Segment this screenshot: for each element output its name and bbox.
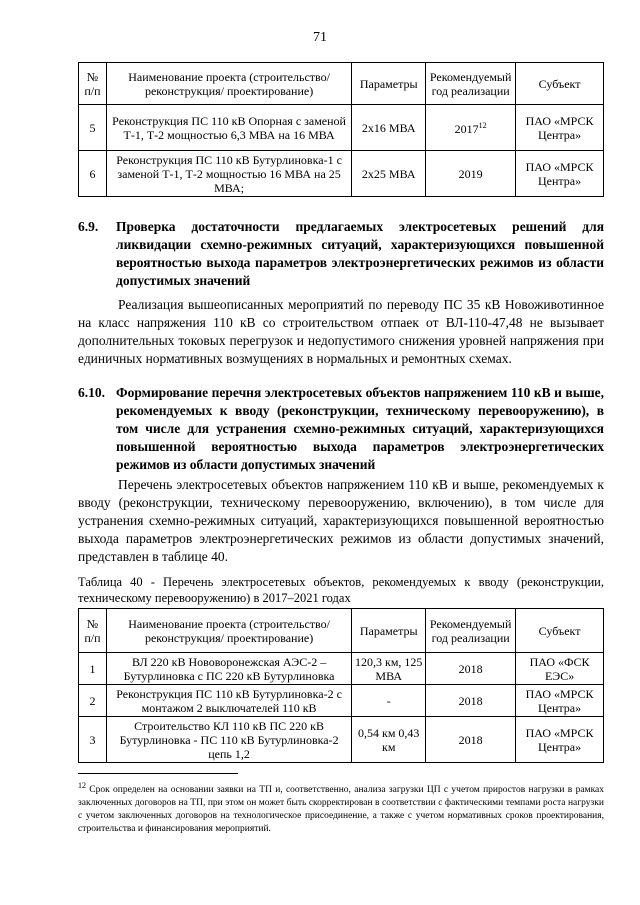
cell-subject: ПАО «ФСК ЕЭС» xyxy=(516,653,604,685)
cell-num: 2 xyxy=(79,685,107,717)
table-40-caption: Таблица 40 - Перечень электросетевых объектов, рекомендуемых к вводу (реконструкции, техническому перевооружению) в 2017–2021 годах xyxy=(78,575,604,605)
footnote-ref: 12 xyxy=(478,121,487,130)
section-number: 6.9. xyxy=(78,219,99,234)
footnote-divider xyxy=(78,773,238,774)
footnote-marker: 12 xyxy=(78,781,86,790)
table-row xyxy=(79,653,604,685)
cell-year: 2018 xyxy=(426,717,516,763)
page-number: 71 xyxy=(313,30,327,45)
cell-subject: ПАО «МРСК Центра» xyxy=(516,685,604,717)
section-6-10-heading xyxy=(78,384,604,474)
header-subject: Субъект xyxy=(516,609,604,653)
header-name: Наименование проекта (строительство/реконструкция/ проектирование) xyxy=(106,609,351,653)
header-year: Рекомендуемый год реализации xyxy=(426,609,516,653)
year-value: 2017 xyxy=(454,122,479,136)
cell-num: 5 xyxy=(79,105,107,151)
section-6-9-heading xyxy=(78,218,604,290)
table-header-row xyxy=(79,63,604,105)
cell-params: 2х25 МВА xyxy=(352,151,426,197)
cell-subject: ПАО «МРСК Центра» xyxy=(516,151,604,197)
header-year: Рекомендуемый год реализации xyxy=(426,63,516,105)
table-40 xyxy=(78,608,604,763)
cell-year: 2018 xyxy=(426,685,516,717)
header-name: Наименование проекта (строительство/реконструкция/ проектирование) xyxy=(106,63,351,105)
section-6-9-body: Реализация вышеописанных мероприятий по переводу ПС 35 кВ Новоживотинное на класс напряжения 110 кВ со строительством отпаек от ВЛ-110-47,48 не вызывает дополнительных токовых перегрузок и недопустимого снижения уровней напряжения при единичных нормативных возмущениях в нормальных и ремонтных схемах. xyxy=(78,297,604,366)
cell-year: 2019 xyxy=(426,151,516,197)
section-title: Формирование перечня электросетевых объектов напряжением 110 кВ и выше, рекомендуемых к вводу (реконструкции, техническому перевооружению), в том числе для устранения схемно-режимных ситуаций, характеризующихся повышенной вероятностью выхода параметров электроэнергетических режимов из области допустимых значений xyxy=(116,385,604,472)
header-params: Параметры xyxy=(352,63,426,105)
cell-num: 1 xyxy=(79,653,107,685)
section-number: 6.10. xyxy=(78,385,105,400)
cell-params: - xyxy=(352,685,426,717)
header-params: Параметры xyxy=(352,609,426,653)
section-title: Проверка достаточности предлагаемых электросетевых решений для ликвидации схемно-режимных ситуаций, характеризующихся повышенной вероятностью выхода параметров электроэнергетических режимов из области допустимых значений xyxy=(116,219,604,288)
cell-name: Реконструкция ПС 110 кВ Бутурлиновка-1 с заменой Т-1, Т-2 мощностью 16 МВА на 25 МВА; xyxy=(106,151,351,197)
table-row xyxy=(79,717,604,763)
cell-params: 120,3 км, 125 МВА xyxy=(352,653,426,685)
cell-year xyxy=(426,105,516,151)
header-num: № п/п xyxy=(79,609,107,653)
footnote xyxy=(78,779,604,836)
projects-table-continued xyxy=(78,62,604,197)
cell-name: Реконструкция ПС 110 кВ Опорная с заменой Т-1, Т-2 мощностью 6,3 МВА на 16 МВА xyxy=(106,105,351,151)
section-6-10-body: Перечень электросетевых объектов напряжением 110 кВ и выше, рекомендуемых к вводу (реконструкции, техническому перевооружению, включению), в том числе для устранения схемно-режимных ситуаций, характеризующихся повышенной вероятностью выхода параметров электроэнергетических режимов из области допустимых значений, представлен в таблице 40. xyxy=(78,477,604,564)
table-row xyxy=(79,685,604,717)
cell-name: ВЛ 220 кВ Нововоронежская АЭС-2 – Бутурлиновка с ПС 220 кВ Бутурлиновка xyxy=(106,653,351,685)
cell-subject: ПАО «МРСК Центра» xyxy=(516,105,604,151)
table-header-row xyxy=(79,609,604,653)
cell-subject: ПАО «МРСК Центра» xyxy=(516,717,604,763)
cell-params: 2х16 МВА xyxy=(352,105,426,151)
table-row xyxy=(79,105,604,151)
footnote-text: Срок определен на основании заявки на ТП и, соответственно, анализа загрузки ЦП с учетом приростов нагрузки в рамках заключенных договоров на ТП, при этом он может быть скорректирован в соответствии с фактическими темпами роста нагрузки с учетом заключенных договоров на технологическое присоединение, а также с учетом нормативных сроков проектирования, строительства и финансирования мероприятий. xyxy=(78,785,605,835)
table-row xyxy=(79,151,604,197)
cell-year: 2018 xyxy=(426,653,516,685)
cell-name: Реконструкция ПС 110 кВ Бутурлиновка-2 с монтажом 2 выключателей 110 кВ xyxy=(106,685,351,717)
cell-name: Строительство КЛ 110 кВ ПС 220 кВ Бутурлиновка - ПС 110 кВ Бутурлиновка-2 цепь 1,2 xyxy=(106,717,351,763)
cell-num: 3 xyxy=(79,717,107,763)
cell-num: 6 xyxy=(79,151,107,197)
header-num: № п/п xyxy=(79,63,107,105)
header-subject: Субъект xyxy=(516,63,604,105)
cell-params: 0,54 км 0,43 км xyxy=(352,717,426,763)
